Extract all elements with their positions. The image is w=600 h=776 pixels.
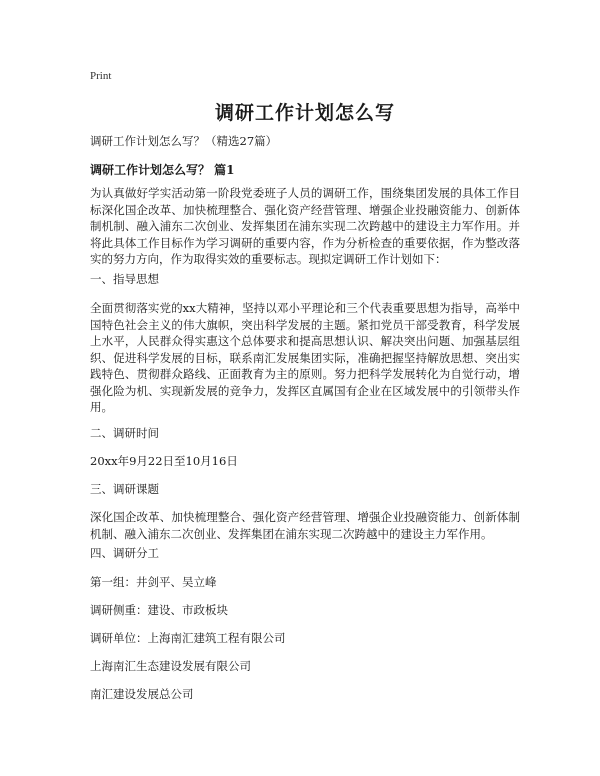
heading-research-topic: 三、调研课题 <box>90 482 159 496</box>
research-time-text: 20xx年9月22日至10月16日 <box>90 454 238 468</box>
research-unit: 调研单位：上海南汇建筑工程有限公司 <box>90 631 286 645</box>
document-subtitle: 调研工作计划怎么写？（精选27篇） <box>90 134 278 148</box>
research-unit-2: 上海南汇生态建设发展有限公司 <box>90 659 251 673</box>
heading-division: 四、调研分工 <box>90 546 159 560</box>
research-unit-3: 南汇建设发展总公司 <box>90 687 194 701</box>
heading-research-time: 二、调研时间 <box>90 426 159 440</box>
section-title: 调研工作计划怎么写？ 篇1 <box>90 163 235 177</box>
guiding-thought-paragraph: 全面贯彻落实党的xx大精神，坚持以邓小平理论和三个代表重要思想为指导，高举中国特色社会主义的伟大旗帜，突出科学发展的主题。紧扣党员干部受教育，科学发展上水平，人民群众得实惠这个总体要求和提高思想认识、解决突出问题、加强基层组织、促进科学发展的目标，联系南汇发展集团实际，准确把握坚持解放思想、突出实践特色、贯彻群众路线、正面教育为主的原则。努力把科学发展转化为自觉行动，增强化险为机、实现新发展的竞争力，发挥区直属国有企业在区域发展中的引领带头作用。 <box>90 301 520 414</box>
research-focus: 调研侧重：建设、市政板块 <box>90 603 228 617</box>
page-title: 调研工作计划怎么写 <box>214 102 395 124</box>
intro-paragraph: 为认真做好学实活动第一阶段党委班子人员的调研工作，围绕集团发展的具体工作目标深化国企改革、加快梳理整合、强化资产经营管理、增强企业投融资能力、创新体制机制、融入浦东二次创业、发挥集团在浦东实现二次跨越中的建设主力军作用。并将此具体工作目标作为学习调研的重要内容，作为分析检查的重要依据，作为整改落实的努力方向，作为取得实效的重要标志。现拟定调研工作计划如下： <box>90 186 520 266</box>
group-one-members: 第一组：井剑平、吴立峰 <box>90 575 217 589</box>
print-label[interactable]: Print <box>90 70 112 82</box>
heading-guiding-thought: 一、指导思想 <box>90 272 159 286</box>
research-topic-paragraph: 深化国企改革、加快梳理整合、强化资产经营管理、增强企业投融资能力、创新体制机制、融入浦东二次创业、发挥集团在浦东实现二次跨越中的建设主力军作用。 <box>90 510 520 541</box>
